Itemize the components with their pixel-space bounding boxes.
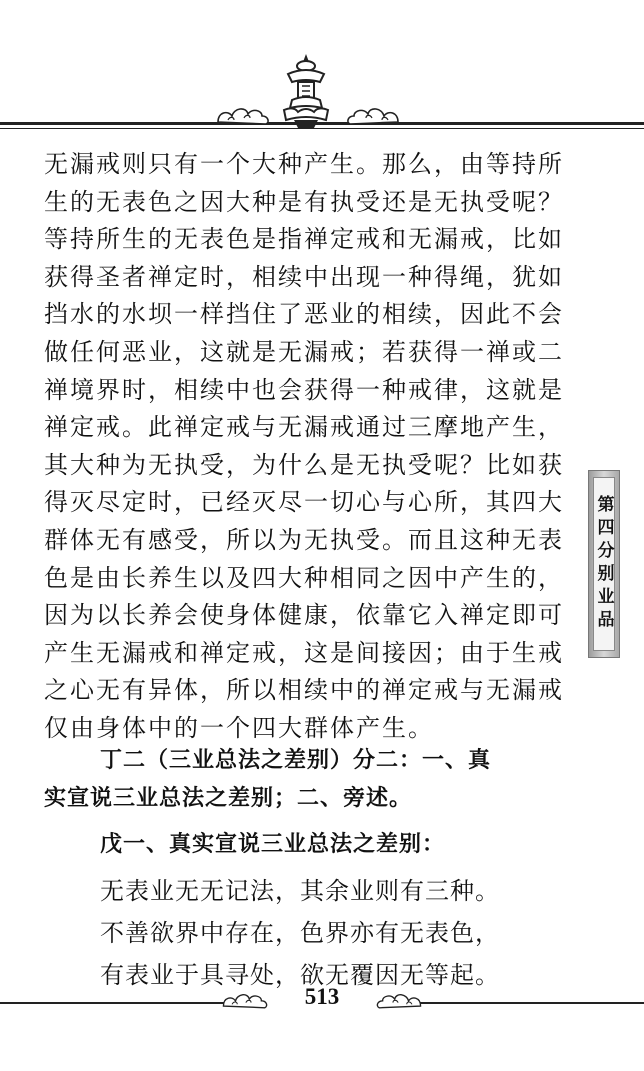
footer-rule-right — [418, 1002, 644, 1004]
verse-block — [100, 870, 580, 996]
footer-cloud-left-icon — [220, 990, 270, 1010]
body-line: 得灭尽定时，已经灭尽一切心与心所，其四大 — [44, 488, 564, 517]
verse-line: 不善欲界中存在，色界亦有无表色， — [100, 919, 500, 947]
verse-line: 无表业无无记法，其余业则有三种。 — [100, 877, 500, 905]
body-line: 因为以长养会使身体健康，依靠它入禅定即可 — [44, 601, 564, 630]
chapter-side-tab — [588, 470, 620, 658]
body-line: 之心无有异体，所以相续中的禅定戒与无漏戒 — [44, 676, 564, 705]
body-line: 仅由身体中的一个四大群体产生。 — [44, 713, 434, 742]
body-line: 禅境界时，相续中也会获得一种戒律，这就是 — [44, 375, 564, 404]
footer-rule-left — [0, 1002, 226, 1004]
page-number: 513 — [304, 984, 340, 1009]
body-line: 等持所生的无表色是指禅定戒和无漏戒，比如 — [44, 225, 564, 254]
heading-line: 丁二（三业总法之差别）分二：一、真 — [100, 748, 492, 773]
body-line: 做任何恶业，这就是无漏戒；若获得一禅或二 — [44, 337, 564, 366]
body-line: 获得圣者禅定时，相续中出现一种得绳，犹如 — [44, 262, 564, 291]
body-line: 产生无漏戒和禅定戒，这是间接因；由于生戒 — [44, 638, 564, 667]
body-paragraph — [44, 146, 568, 748]
body-line: 其大种为无执受，为什么是无执受呢？比如获 — [44, 450, 564, 479]
footer-cloud-right-icon — [374, 990, 424, 1010]
verse-line: 有表业于具寻处，欲无覆因无等起。 — [100, 961, 500, 989]
chapter-tab-label: 第四分别业品 — [593, 495, 614, 633]
heading-line: 戊一、真实宣说三业总法之差别： — [100, 832, 446, 857]
heading-line: 实宣说三业总法之差别；二、旁述。 — [44, 786, 413, 811]
body-line: 挡水的水坝一样挡住了恶业的相续，因此不会 — [44, 300, 564, 329]
body-line: 无漏戒则只有一个大种产生。那么，由等持所 — [44, 150, 564, 178]
body-line: 禅定戒。此禅定戒与无漏戒通过三摩地产生， — [44, 413, 564, 442]
cloud-ornament-left-icon — [214, 104, 272, 126]
cloud-ornament-right-icon — [344, 104, 402, 126]
body-line: 群体无有感受，所以为无执受。而且这种无表 — [44, 525, 564, 554]
section-heading-wu-yi — [44, 826, 630, 864]
body-line: 生的无表色之因大种是有执受还是无执受呢？ — [44, 187, 564, 216]
section-heading-ding-er — [44, 742, 574, 818]
stupa-emblem-icon — [276, 52, 336, 134]
body-line: 色是由长养生以及四大种相同之因中产生的， — [44, 563, 564, 592]
